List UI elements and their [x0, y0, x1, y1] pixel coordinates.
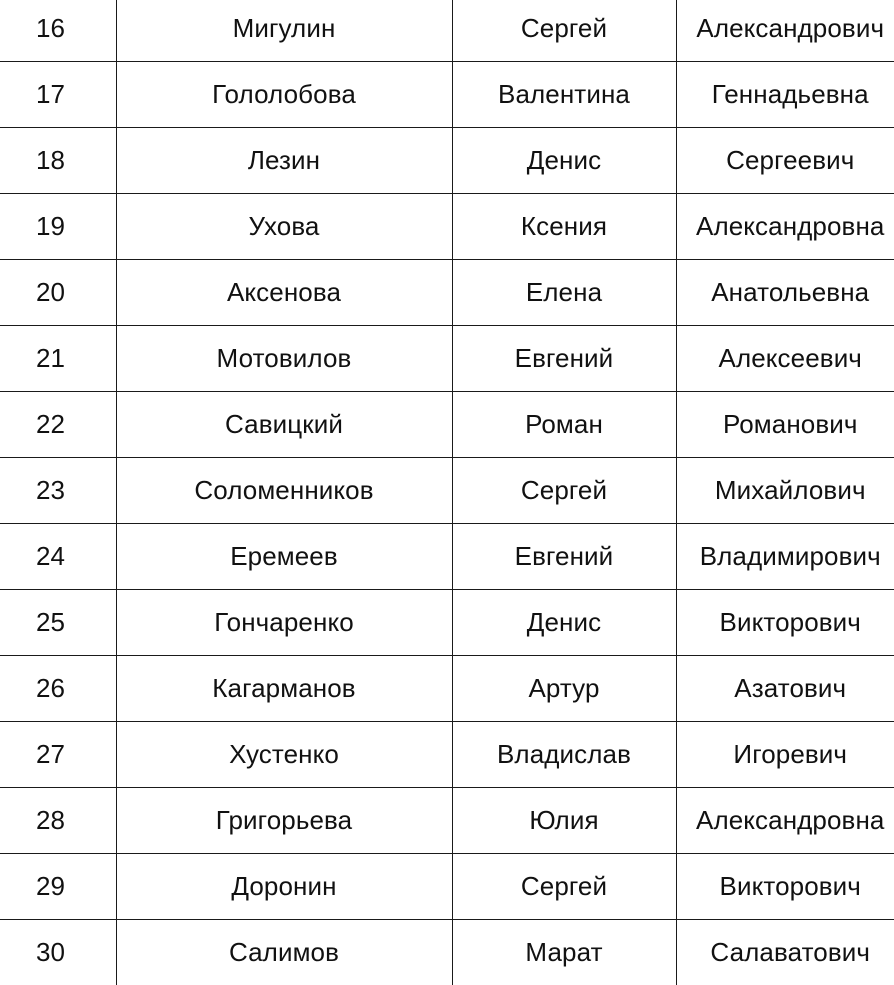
row-number-cell: 25	[0, 590, 116, 656]
patronymic-cell	[676, 722, 894, 788]
patronymic-text: Анатольевна	[711, 277, 870, 307]
table-row	[0, 524, 894, 590]
last-name-cell: Еремеев	[116, 524, 452, 590]
patronymic-cell	[676, 128, 894, 194]
last-name-cell: Гололобова	[116, 62, 452, 128]
table-row	[0, 656, 894, 722]
last-name-cell: Гончаренко	[116, 590, 452, 656]
first-name-cell: Артур	[452, 656, 676, 722]
patronymic-text: Александровна	[696, 211, 885, 241]
table-row	[0, 128, 894, 194]
patronymic-cell	[676, 62, 894, 128]
patronymic-text: Михайлович	[714, 475, 866, 505]
row-number-cell: 21	[0, 326, 116, 392]
first-name-cell: Марат	[452, 920, 676, 985]
patronymic-text: Сергеевич	[726, 145, 855, 175]
first-name-cell: Ксения	[452, 194, 676, 260]
patronymic-text: Алексеевич	[718, 343, 862, 373]
last-name-cell: Мигулин	[116, 0, 452, 62]
row-number-cell: 29	[0, 854, 116, 920]
table-row	[0, 62, 894, 128]
table-row	[0, 260, 894, 326]
row-number-cell: 17	[0, 62, 116, 128]
row-number-cell: 24	[0, 524, 116, 590]
last-name-cell: Савицкий	[116, 392, 452, 458]
first-name-cell: Евгений	[452, 326, 676, 392]
patronymic-cell	[676, 0, 894, 62]
first-name-cell: Сергей	[452, 458, 676, 524]
first-name-cell: Елена	[452, 260, 676, 326]
last-name-cell: Григорьева	[116, 788, 452, 854]
patronymic-cell	[676, 854, 894, 920]
first-name-cell: Денис	[452, 590, 676, 656]
table-row	[0, 458, 894, 524]
patronymic-cell	[676, 392, 894, 458]
table-row	[0, 722, 894, 788]
first-name-cell: Роман	[452, 392, 676, 458]
patronymic-cell	[676, 656, 894, 722]
patronymic-cell	[676, 326, 894, 392]
last-name-cell: Салимов	[116, 920, 452, 985]
first-name-cell: Валентина	[452, 62, 676, 128]
table-row	[0, 854, 894, 920]
patronymic-text: Викторович	[719, 607, 861, 637]
first-name-cell: Евгений	[452, 524, 676, 590]
last-name-cell: Соломенников	[116, 458, 452, 524]
table-row	[0, 194, 894, 260]
table-row	[0, 392, 894, 458]
row-number-cell: 19	[0, 194, 116, 260]
patronymic-text: Александрович	[696, 13, 885, 43]
patronymic-cell	[676, 920, 894, 985]
row-number-cell: 28	[0, 788, 116, 854]
last-name-cell: Лезин	[116, 128, 452, 194]
first-name-cell: Сергей	[452, 854, 676, 920]
patronymic-cell	[676, 194, 894, 260]
row-number-cell: 20	[0, 260, 116, 326]
patronymic-text: Игоревич	[733, 739, 848, 769]
row-number-cell: 23	[0, 458, 116, 524]
patronymic-text: Азатович	[734, 673, 847, 703]
table-row	[0, 920, 894, 985]
first-name-cell: Юлия	[452, 788, 676, 854]
table-row	[0, 0, 894, 62]
patronymic-cell	[676, 788, 894, 854]
patronymic-text: Романович	[722, 409, 858, 439]
patronymic-cell	[676, 260, 894, 326]
patronymic-text: Салаватович	[710, 937, 871, 967]
patronymic-text: Геннадьевна	[711, 79, 869, 109]
row-number-cell: 22	[0, 392, 116, 458]
table-row	[0, 326, 894, 392]
last-name-cell: Ухова	[116, 194, 452, 260]
row-number-cell: 30	[0, 920, 116, 985]
first-name-cell: Владислав	[452, 722, 676, 788]
table-row	[0, 788, 894, 854]
patronymic-text: Александровна	[696, 805, 885, 835]
row-number-cell: 16	[0, 0, 116, 62]
first-name-cell: Денис	[452, 128, 676, 194]
last-name-cell: Хустенко	[116, 722, 452, 788]
last-name-cell: Доронин	[116, 854, 452, 920]
row-number-cell: 18	[0, 128, 116, 194]
patronymic-cell	[676, 590, 894, 656]
last-name-cell: Аксенова	[116, 260, 452, 326]
last-name-cell: Мотовилов	[116, 326, 452, 392]
patronymic-cell	[676, 524, 894, 590]
first-name-cell: Сергей	[452, 0, 676, 62]
row-number-cell: 27	[0, 722, 116, 788]
table-row	[0, 590, 894, 656]
patronymic-cell	[676, 458, 894, 524]
row-number-cell: 26	[0, 656, 116, 722]
patronymic-text: Викторович	[719, 871, 861, 901]
last-name-cell: Кагарманов	[116, 656, 452, 722]
patronymic-text: Владимирович	[699, 541, 881, 571]
